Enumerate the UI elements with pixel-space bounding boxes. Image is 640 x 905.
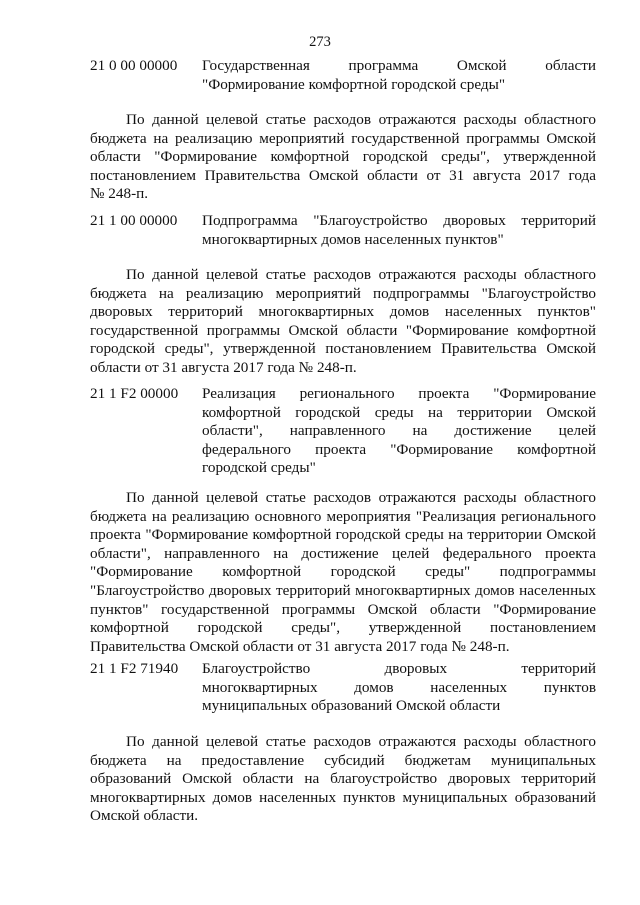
paragraph-line: № 248-п. [90,185,149,203]
paragraph-line: По данной целевой статье расходов отражаются расходы областного [126,111,596,128]
paragraph-line: постановлением Правительства Омской области от 31 августа 2017 года [90,166,596,184]
paragraph-line: области "Формирование комфортной городской среды", утвержденной [90,148,596,166]
page-number: 273 [309,34,331,50]
entry-title [202,212,596,249]
paragraph-line: "Формирование комфортной городской среды" подпрограммы [90,563,596,581]
description-paragraph [90,489,596,656]
entry-title-line: Государственная программа Омской области [202,57,596,74]
paragraph-line: комфортной городской среды", утвержденной постановлением [90,619,596,637]
entry-code: 21 1 F2 00000 [90,385,179,402]
entry-title-line: муниципальных образований Омской области [202,697,501,715]
entry-title-line: федерального проекта "Формирование комфортной [202,440,596,458]
paragraph-line: бюджета на реализацию мероприятий подпрограммы "Благоустройство [90,284,596,302]
paragraph-line: области от 31 августа 2017 года № 248-п. [90,358,357,376]
paragraph-line: По данной целевой статье расходов отражаются расходы областного [126,489,596,506]
paragraph-line: области", направленного на достижение целей федерального проекта [90,544,596,562]
paragraph-line: "Благоустройство дворовых территорий многоквартирных домов населенных [90,581,596,599]
entry-title-line: Подпрограмма "Благоустройство дворовых территорий [202,212,596,229]
entry-code: 21 0 00 00000 [90,57,178,74]
paragraph-line: Омской области. [90,807,199,825]
paragraph-line: городской среды", утвержденной постановлением Правительства Омской [90,340,596,358]
paragraph-line: Правительства Омской области от 31 августа 2017 года № 248-п. [90,637,510,655]
entry-title-line: комфортной городской среды на территории Омской [202,403,596,421]
entry-title-line: городской среды" [202,459,316,477]
paragraph-line: пунктов" государственной программы Омской области "Формирование [90,600,596,618]
paragraph-line: бюджета на реализацию основного мероприятия "Реализация регионального [90,507,596,525]
paragraph-line: бюджета на реализацию мероприятий государственной программы Омской [90,129,596,147]
paragraph-line: бюджета на предоставление субсидий бюджетам муниципальных [90,751,596,769]
paragraph-line: По данной целевой статье расходов отражаются расходы областного [126,733,596,750]
paragraph-line: дворовых территорий многоквартирных домов населенных пунктов" [90,303,596,321]
description-paragraph [90,266,596,378]
entry-title-line: "Формирование комфортной городской среды" [202,75,506,93]
description-paragraph [90,733,596,826]
entry-code: 21 1 00 00000 [90,212,178,229]
entry-title [202,660,596,716]
paragraph-line: государственной программы Омской области "Формирование комфортной [90,321,596,339]
paragraph-line: проекта "Формирование комфортной городской среды на территории Омской [90,526,596,544]
entry-title-line: Благоустройство дворовых территорий [202,660,596,677]
entry-code: 21 1 F2 71940 [90,660,179,677]
paragraph-line: многоквартирных домов населенных пунктов муниципальных образований [90,788,596,806]
entry-title-line: области", направленного на достижение целей [202,422,596,440]
budget-entry-subprogram [90,212,596,249]
entry-title [202,57,596,94]
entry-title-line: многоквартирных домов населенных пунктов" [202,230,504,248]
entry-title [202,385,596,478]
paragraph-line: образований Омской области на благоустройство дворовых территорий [90,770,596,788]
budget-entry-subsidy [90,660,596,716]
entry-title-line: многоквартирных домов населенных пунктов [202,678,596,696]
budget-entry-program [90,57,596,94]
description-paragraph [90,111,596,204]
entry-title-line: Реализация регионального проекта "Формирование [202,385,596,402]
paragraph-line: По данной целевой статье расходов отражаются расходы областного [126,266,596,283]
budget-entry-regional-project [90,385,596,478]
